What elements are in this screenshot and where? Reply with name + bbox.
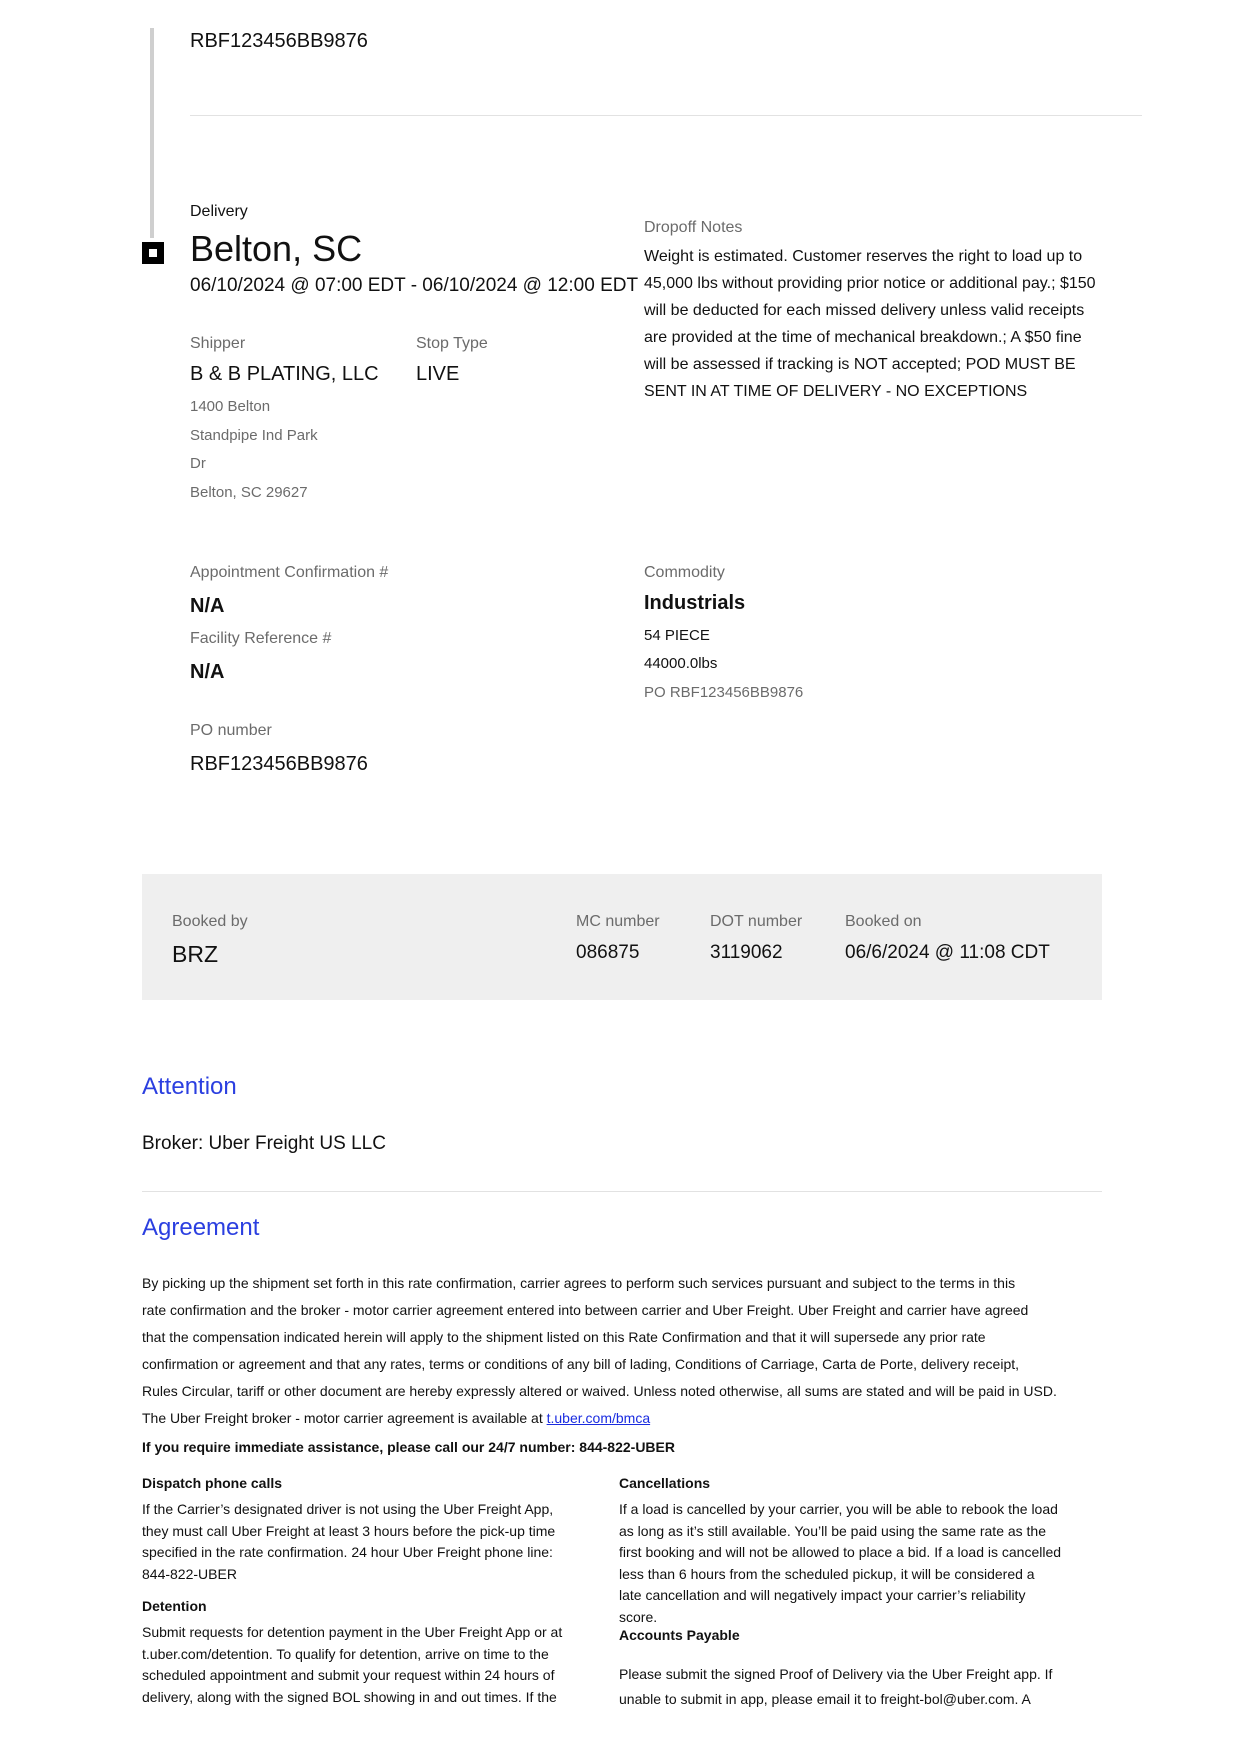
dispatch-line: If the Carrier’s designated driver is not using the Uber Freight App,: [142, 1501, 554, 1517]
timeline-line: [150, 28, 154, 238]
cancellations-line: score.: [619, 1608, 658, 1625]
booked-by-value: BRZ: [172, 941, 218, 967]
mc-value: 086875: [576, 942, 640, 963]
accounts-payable-line: unable to submit in app, please email it to freight-bol@uber.com. A: [619, 1691, 1031, 1707]
detention-line: t.uber.com/detention. To qualify for detention, arrive on time to the: [142, 1645, 549, 1662]
commodity-label: Commodity: [644, 564, 725, 581]
agreement-line: rate confirmation and the broker - motor carrier agreement entered into between carrier and Uber Freight. Uber Freight and carrier have agreed: [142, 1302, 1029, 1318]
accounts-payable-body: [619, 1662, 1052, 1712]
dispatch-body: [142, 1499, 555, 1585]
stop-marker-icon: [142, 242, 164, 264]
address-line: Standpipe Ind Park: [190, 426, 318, 444]
assistance-line: If you require immediate assistance, please call our 24/7 number: 844-822-UBER: [142, 1439, 675, 1455]
agreement-line: confirmation or agreement and that any rates, terms or conditions of any bill of lading, Conditions of Carriage, Carta de Porte, delivery receipt,: [142, 1356, 1020, 1372]
agreement-line: that the compensation indicated herein will apply to the shipment listed on this Rate Confirmation and that it will supersede any prior rate: [142, 1329, 986, 1345]
shipper-label: Shipper: [190, 335, 246, 352]
cancellations-line: as long as it’s still available. You’ll be paid using the same rate as the: [619, 1522, 1047, 1539]
detention-title: Detention: [142, 1598, 207, 1614]
accounts-payable-line: Please submit the signed Proof of Delivery via the Uber Freight app. If: [619, 1666, 1053, 1682]
po-label: PO number: [190, 722, 272, 739]
dispatch-line: they must call Uber Freight at least 3 hours before the pick-up time: [142, 1522, 556, 1539]
cancellations-line: If a load is cancelled by your carrier, you will be able to rebook the load: [619, 1501, 1058, 1517]
appointment-label: Appointment Confirmation #: [190, 564, 389, 581]
detention-line: Submit requests for detention payment in the Uber Freight App or at: [142, 1624, 563, 1640]
dispatch-line: 844-822-UBER: [142, 1565, 237, 1582]
cancellations-line: less than 6 hours from the scheduled pickup, it will be considered a: [619, 1565, 1035, 1582]
dispatch-line: specified in the rate confirmation. 24 hour Uber Freight phone line:: [142, 1544, 553, 1560]
cancellations-line: first booking and will not be allowed to place a bid. If a load is cancelled: [619, 1544, 1062, 1560]
shipper-address: [190, 393, 318, 507]
appointment-value: N/A: [190, 595, 225, 617]
stop-type-value: LIVE: [416, 363, 460, 385]
address-line: Dr: [190, 455, 206, 472]
divider-top: [190, 115, 1142, 116]
booked-on-value: 06/6/2024 @ 11:08 CDT: [845, 942, 1050, 963]
agreement-line: Rules Circular, tariff or other document are hereby expressly altered or waived. Unless noted otherwise, all sums are stated and will be paid in USD.: [142, 1383, 1057, 1399]
divider-attention: [142, 1191, 1102, 1192]
stop-type-label: Stop Type: [416, 335, 488, 352]
agreement-heading: Agreement: [142, 1214, 260, 1241]
commodity-name: Industrials: [644, 592, 746, 614]
detention-line: delivery, along with the signed BOL showing in and out times. If the: [142, 1688, 557, 1705]
attention-heading: Attention: [142, 1073, 237, 1100]
facility-label: Facility Reference #: [190, 630, 332, 647]
accounts-payable-title: Accounts Payable: [619, 1627, 740, 1643]
dot-value: 3119062: [710, 942, 783, 963]
cancellations-body: [619, 1499, 1061, 1628]
detention-line: scheduled appointment and submit your request within 24 hours of: [142, 1667, 555, 1683]
delivery-city: Belton, SC: [190, 228, 363, 269]
bmca-prefix: The Uber Freight broker - motor carrier agreement is available at: [142, 1410, 547, 1426]
dispatch-title: Dispatch phone calls: [142, 1475, 283, 1491]
broker-line: Broker: Uber Freight US LLC: [142, 1133, 386, 1154]
detention-body: [142, 1622, 562, 1708]
bmca-link[interactable]: t.uber.com/bmca: [546, 1410, 651, 1426]
agreement-bmca-line: [142, 1405, 1102, 1432]
top-reference: RBF123456BB9876: [190, 30, 368, 52]
agreement-body: [142, 1270, 1102, 1432]
booking-panel: [142, 874, 1102, 1000]
commodity-weight: 44000.0lbs: [644, 655, 718, 672]
shipper-name: B & B PLATING, LLC: [190, 363, 379, 385]
po-value: RBF123456BB9876: [190, 753, 368, 775]
delivery-window: 06/10/2024 @ 07:00 EDT - 06/10/2024 @ 12:00 EDT: [190, 275, 639, 296]
dot-label: DOT number: [710, 913, 803, 930]
commodity-pieces: 54 PIECE: [644, 627, 710, 644]
agreement-line: By picking up the shipment set forth in this rate confirmation, carrier agrees to perform such services pursuant and subject to the terms in this: [142, 1275, 1016, 1291]
booked-by-label: Booked by: [172, 913, 248, 930]
dropoff-notes: Weight is estimated. Customer reserves the right to load up to 45,000 lbs without providing prior notice or additional pay.; $150 will be deducted for each missed delivery unless valid receipts are provided at the time of mechanical breakdown.; A $50 fine will be assessed if tracking is NOT accepted; POD MUST BE SENT IN AT TIME OF DELIVERY - NO EXCEPTIONS: [644, 248, 1096, 400]
cancellations-line: late cancellation and will negatively impact your carrier’s reliability: [619, 1587, 1026, 1603]
facility-value: N/A: [190, 661, 225, 683]
delivery-heading: Delivery: [190, 203, 248, 220]
address-line: Belton, SC 29627: [190, 483, 308, 501]
mc-label: MC number: [576, 913, 660, 930]
cancellations-title: Cancellations: [619, 1475, 711, 1491]
dropoff-notes-label: Dropoff Notes: [644, 219, 743, 236]
commodity-po: PO RBF123456BB9876: [644, 684, 804, 701]
address-line: 1400 Belton: [190, 398, 271, 415]
booked-on-label: Booked on: [845, 913, 922, 930]
